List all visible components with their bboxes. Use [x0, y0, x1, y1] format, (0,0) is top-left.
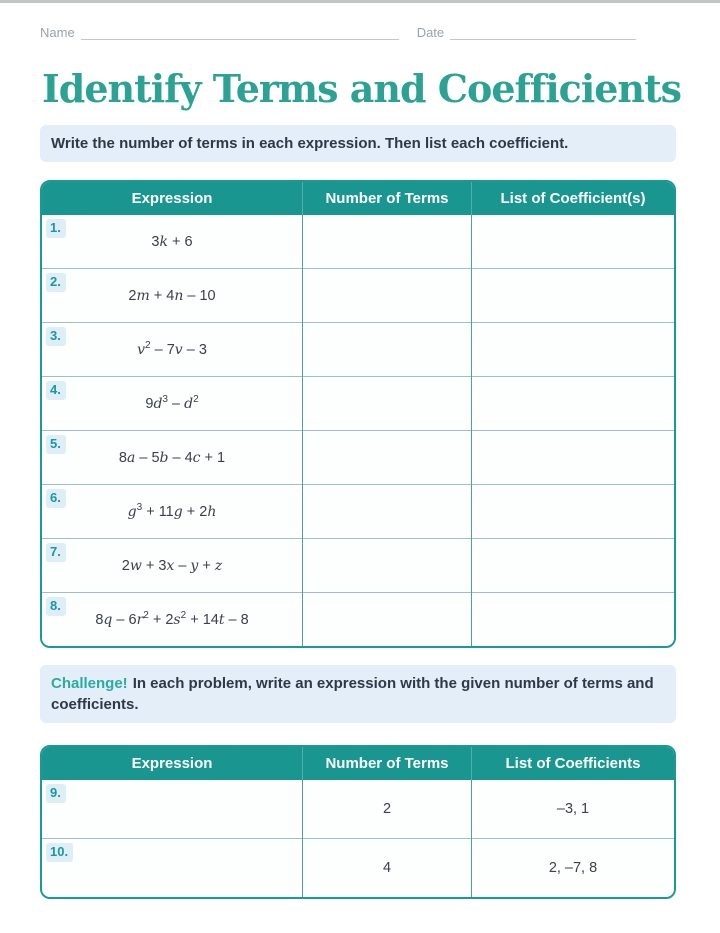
- instructions-text: Write the number of terms in each expression. Then list each coefficient.: [51, 135, 569, 152]
- expression-cell: [42, 539, 303, 593]
- table-row: [42, 269, 674, 323]
- column-header-terms: Number of Terms: [303, 182, 472, 215]
- coefficients-cell[interactable]: [472, 269, 675, 323]
- expression-cell: [42, 323, 303, 377]
- number-of-terms-cell[interactable]: [303, 269, 472, 323]
- table-row: [42, 215, 674, 269]
- worksheet-page: [0, 3, 720, 899]
- expression-text: 8a – 5b – 4c + 1: [118, 449, 226, 466]
- expression-cell: [42, 269, 303, 323]
- challenge-table-wrapper: [40, 745, 676, 899]
- expression-cell[interactable]: [42, 839, 303, 898]
- number-of-terms-cell[interactable]: [303, 377, 472, 431]
- problem-number: 10.: [46, 843, 73, 862]
- coefficients-cell: –3, 1: [472, 780, 675, 839]
- name-blank-line[interactable]: [81, 25, 399, 40]
- page-title: Identify Terms and Coefficients: [42, 66, 682, 111]
- table-row: [42, 839, 674, 898]
- column-header-expr: Expression: [42, 747, 303, 780]
- problem-number: 1.: [46, 219, 66, 238]
- table-row: [42, 377, 674, 431]
- challenge-label: Challenge!: [51, 675, 128, 692]
- column-header-expr: Expression: [42, 182, 303, 215]
- column-header-terms: Number of Terms: [303, 747, 472, 780]
- table-row: [42, 485, 674, 539]
- challenge-table: [42, 747, 674, 897]
- name-date-row: [40, 25, 676, 40]
- expression-text: $g^3 + 11g + 2h$: [127, 502, 217, 521]
- problem-number: 5.: [46, 435, 66, 454]
- coefficients-cell[interactable]: [472, 215, 675, 269]
- number-of-terms-cell: 4: [303, 839, 472, 898]
- coefficients-cell[interactable]: [472, 377, 675, 431]
- challenge-text: In each problem, write an expression with the given number of terms and coefficients.: [51, 675, 654, 713]
- coefficients-cell[interactable]: [472, 539, 675, 593]
- expression-cell: [42, 593, 303, 647]
- name-label: Name: [40, 25, 75, 40]
- number-of-terms-cell[interactable]: [303, 485, 472, 539]
- coefficients-cell[interactable]: [472, 485, 675, 539]
- challenge-box: [40, 665, 676, 723]
- column-header-coeff: List of Coefficients: [472, 747, 675, 780]
- expression-cell: [42, 485, 303, 539]
- number-of-terms-cell: 2: [303, 780, 472, 839]
- problem-number: 2.: [46, 273, 66, 292]
- problem-number: 3.: [46, 327, 66, 346]
- date-label: Date: [416, 25, 445, 40]
- expression-text: 2w + 3x – y + z: [121, 557, 223, 574]
- problems-table-wrapper: [40, 180, 676, 648]
- coefficients-cell[interactable]: [472, 431, 675, 485]
- problem-number: 6.: [46, 489, 66, 508]
- expression-cell[interactable]: [42, 780, 303, 839]
- challenge-table-header-row: [42, 747, 674, 780]
- problem-number: 7.: [46, 543, 66, 562]
- expression-cell: [42, 377, 303, 431]
- expression-text: $9d^3 - d^2$: [145, 394, 199, 413]
- expression-text: $v^2 - 7v - 3$: [137, 340, 207, 359]
- number-of-terms-cell[interactable]: [303, 593, 472, 647]
- problems-table: [42, 182, 674, 646]
- expression-text: 3k + 6: [151, 233, 193, 250]
- coefficients-cell: 2, –7, 8: [472, 839, 675, 898]
- number-of-terms-cell[interactable]: [303, 431, 472, 485]
- table-row: [42, 431, 674, 485]
- problems-table-header-row: [42, 182, 674, 215]
- expression-text: 2m + 4n – 10: [128, 287, 216, 304]
- instructions-box: [40, 125, 676, 162]
- table-row: [42, 323, 674, 377]
- number-of-terms-cell[interactable]: [303, 323, 472, 377]
- table-row: [42, 780, 674, 839]
- number-of-terms-cell[interactable]: [303, 539, 472, 593]
- coefficients-cell[interactable]: [472, 323, 675, 377]
- table-row: [42, 593, 674, 647]
- expression-cell: [42, 215, 303, 269]
- coefficients-cell[interactable]: [472, 593, 675, 647]
- table-row: [42, 539, 674, 593]
- date-blank-line[interactable]: [450, 25, 636, 40]
- column-header-coeff: List of Coefficient(s): [472, 182, 675, 215]
- problem-number: 4.: [46, 381, 66, 400]
- problem-number: 9.: [46, 784, 66, 803]
- expression-text: $8q - 6r^2 + 2s^2 + 14t - 8$: [95, 610, 249, 629]
- problem-number: 8.: [46, 597, 66, 616]
- number-of-terms-cell[interactable]: [303, 215, 472, 269]
- expression-cell: [42, 431, 303, 485]
